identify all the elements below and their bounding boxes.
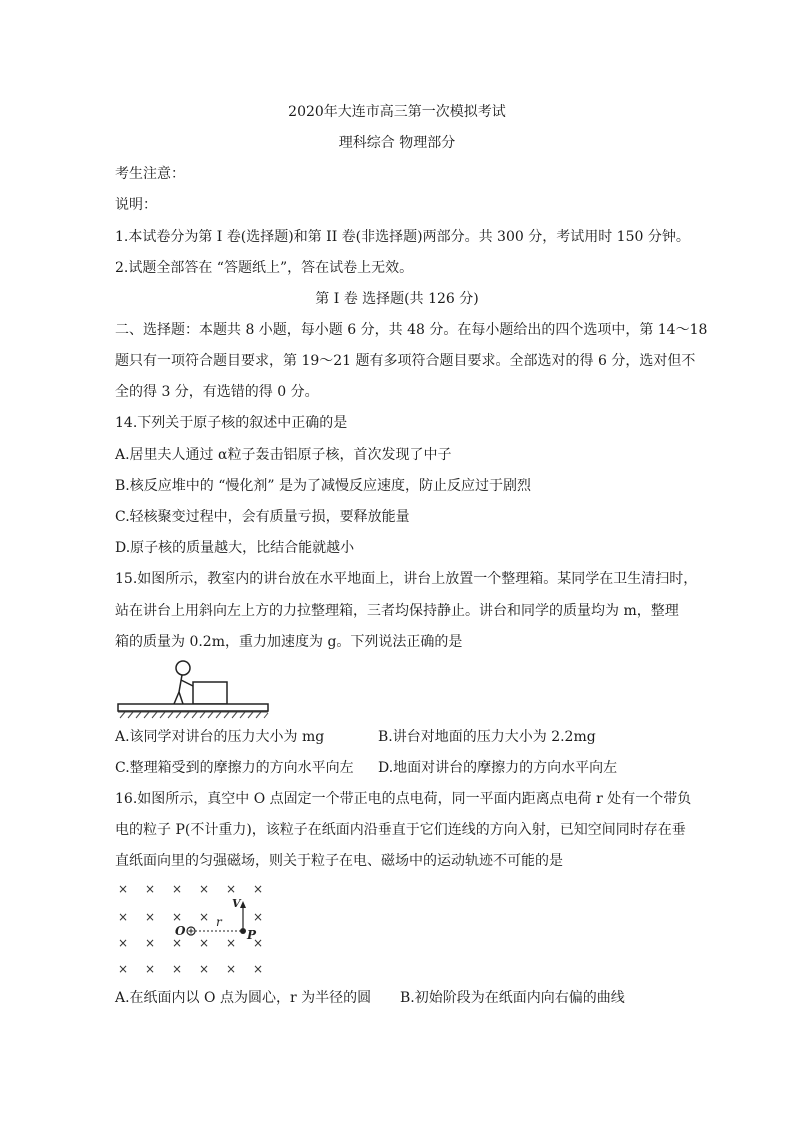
velocity-arrow bbox=[240, 901, 246, 928]
q16-option-b: B.初始阶段为在纸面内向右偏的曲线 bbox=[400, 990, 625, 1006]
q16-stem-line-3: 直纸面向里的匀强磁场，则关于粒子在电、磁场中的运动轨迹不可能的是 bbox=[115, 853, 563, 869]
label-r: r bbox=[216, 915, 222, 929]
q14-option-c: C.轻核聚变过程中，会有质量亏损，要释放能量 bbox=[115, 509, 410, 525]
svg-text:×: × bbox=[117, 910, 129, 924]
svg-text:×: × bbox=[198, 882, 210, 896]
q15-option-a: A.该同学对讲台的压力大小为 mg bbox=[115, 729, 325, 745]
svg-text:×: × bbox=[117, 882, 129, 896]
q15-stem-line-3: 箱的质量为 0.2m，重力加速度为 g。下列说法正确的是 bbox=[115, 634, 463, 650]
svg-text:×: × bbox=[252, 962, 264, 976]
label-o: O bbox=[175, 924, 186, 938]
explain-label: 说明： bbox=[115, 197, 157, 213]
q14-option-a: A.居里夫人通过 α粒子轰击铝原子核，首次发现了中子 bbox=[115, 447, 452, 463]
q14-stem: 14.下列关于原子核的叙述中正确的是 bbox=[115, 415, 348, 431]
svg-text:×: × bbox=[117, 962, 129, 976]
q16-option-a: A.在纸面内以 O 点为圆心，r 为半径的圆 bbox=[115, 990, 372, 1006]
svg-text:×: × bbox=[198, 936, 210, 950]
q15-option-c: C.整理箱受到的摩擦力的方向水平向左 bbox=[115, 760, 354, 776]
svg-text:×: × bbox=[225, 962, 237, 976]
section-intro-line-2: 题只有一项符合题目要求，第 19～21 题有多项符合题目要求。全部选对的得 6 分，选对但不 bbox=[115, 353, 696, 369]
notice-label: 考生注意： bbox=[115, 166, 185, 182]
svg-text:×: × bbox=[117, 936, 129, 950]
section-intro-line-1: 二、选择题：本题共 8 小题，每小题 6 分，共 48 分。在每小题给出的四个选项中，第 14～18 bbox=[115, 322, 708, 338]
svg-text:×: × bbox=[171, 936, 183, 950]
svg-text:×: × bbox=[171, 910, 183, 924]
storage-box bbox=[193, 682, 227, 704]
exam-subtitle: 理科综合 物理部分 bbox=[338, 135, 456, 151]
svg-text:×: × bbox=[144, 910, 156, 924]
q15-stem-line-1: 15.如图所示，教室内的讲台放在水平地面上，讲台上放置一个整理箱。某同学在卫生清扫时， bbox=[115, 571, 698, 587]
label-v: V bbox=[232, 897, 241, 910]
q16-stem-line-2: 电的粒子 P(不计重力)，该粒子在纸面内沿垂直于它们连线的方向入射，已知空间同时存在垂 bbox=[115, 822, 686, 838]
svg-text:×: × bbox=[198, 962, 210, 976]
svg-text:×: × bbox=[225, 882, 237, 896]
exam-title: 2020年大连市高三第一次模拟考试 bbox=[288, 104, 506, 120]
svg-text:×: × bbox=[252, 910, 264, 924]
q15-figure bbox=[115, 655, 275, 720]
svg-text:×: × bbox=[144, 882, 156, 896]
q15-option-d: D.地面对讲台的摩擦力的方向水平向左 bbox=[378, 760, 618, 776]
svg-text:×: × bbox=[225, 936, 237, 950]
q16-stem-line-1: 16.如图所示，真空中 O 点固定一个带正电的点电荷，同一平面内距离点电荷 r 处有一个带负 bbox=[115, 791, 692, 807]
student-figure bbox=[174, 661, 193, 704]
q14-option-b: B.核反应堆中的 “慢化剂” 是为了减慢反应速度，防止反应过于剧烈 bbox=[115, 478, 531, 494]
svg-text:×: × bbox=[198, 910, 210, 924]
q16-figure bbox=[113, 880, 273, 980]
q15-option-b: B.讲台对地面的压力大小为 2.2mg bbox=[378, 729, 596, 745]
section-intro-line-3: 全的得 3 分，有选错的得 0 分。 bbox=[115, 384, 319, 400]
svg-text:×: × bbox=[144, 936, 156, 950]
svg-text:×: × bbox=[144, 962, 156, 976]
svg-text:×: × bbox=[252, 882, 264, 896]
ground-hatch bbox=[118, 712, 268, 718]
svg-text:×: × bbox=[171, 882, 183, 896]
notice-item-1: 1.本试卷分为第 I 卷(选择题)和第 II 卷(非选择题)两部分。共 300 分，考试用时 150 分钟。 bbox=[115, 229, 690, 245]
section-title: 第 I 卷 选择题(共 126 分) bbox=[315, 291, 479, 307]
notice-item-2: 2.试题全部答在 “答题纸上”，答在试卷上无效。 bbox=[115, 260, 414, 276]
particle-p bbox=[240, 928, 246, 934]
q14-option-d: D.原子核的质量越大，比结合能就越小 bbox=[115, 540, 355, 556]
svg-text:×: × bbox=[171, 962, 183, 976]
podium bbox=[118, 704, 268, 711]
svg-text:×: × bbox=[252, 936, 264, 950]
point-charge-o bbox=[187, 927, 195, 935]
q15-stem-line-2: 站在讲台上用斜向左上方的力拉整理箱，三者均保持静止。讲台和同学的质量均为 m，整理 bbox=[115, 603, 679, 619]
label-p: P bbox=[247, 928, 257, 942]
